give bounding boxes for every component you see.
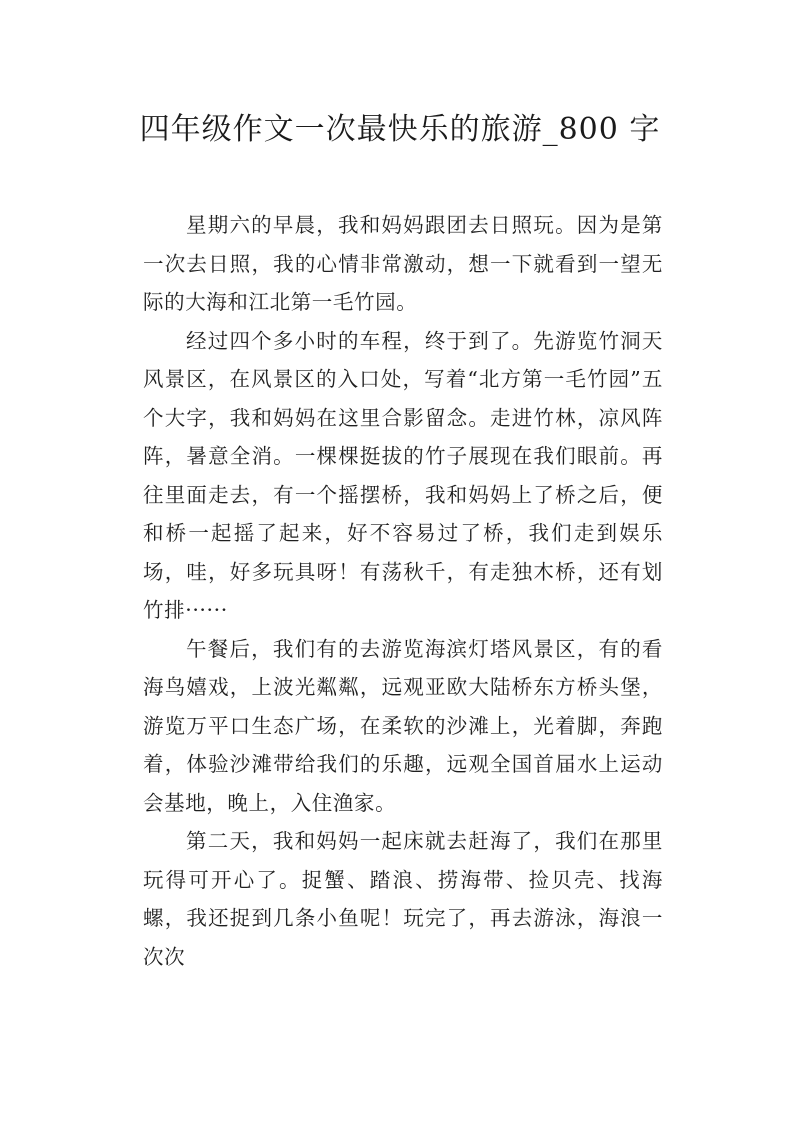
paragraph-1: 星期六的早晨，我和妈妈跟团去日照玩。因为是第一次去日照，我的心情非常激动，想一下就看到一望无际的大海和江北第一毛竹园。 xyxy=(143,213,663,314)
document-body xyxy=(143,206,663,976)
paragraph-2: 经过四个多小时的车程，终于到了。先游览竹洞天风景区，在风景区的入口处，写着“北方第一毛竹园”五个大字，我和妈妈在这里合影留念。走进竹林，凉风阵阵，暑意全消。一棵棵挺拔的竹子展现在我们眼前。再往里面走去，有一个摇摆桥，我和妈妈上了桥之后，便和桥一起摇了起来，好不容易过了桥，我们走到娱乐场，哇，好多玩具呀！有荡秋千，有走独木桥，还有划竹排······ xyxy=(143,328,663,622)
paragraph-4: 第二天，我和妈妈一起床就去赶海了，我们在那里玩得可开心了。捉蟹、踏浪、捞海带、捡贝壳、找海螺，我还捉到几条小鱼呢！玩完了，再去游泳，海浪一次次 xyxy=(143,829,663,969)
paragraph-3: 午餐后，我们有的去游览海滨灯塔风景区，有的看海鸟嬉戏，上波光粼粼，远观亚欧大陆桥东方桥头堡，游览万平口生态广场，在柔软的沙滩上，光着脚，奔跑着，体验沙滩带给我们的乐趣，远观全国首届水上运动会基地，晚上，入住渔家。 xyxy=(143,636,663,815)
document-title: 四年级作文一次最快乐的旅游_800 字 xyxy=(139,112,661,147)
